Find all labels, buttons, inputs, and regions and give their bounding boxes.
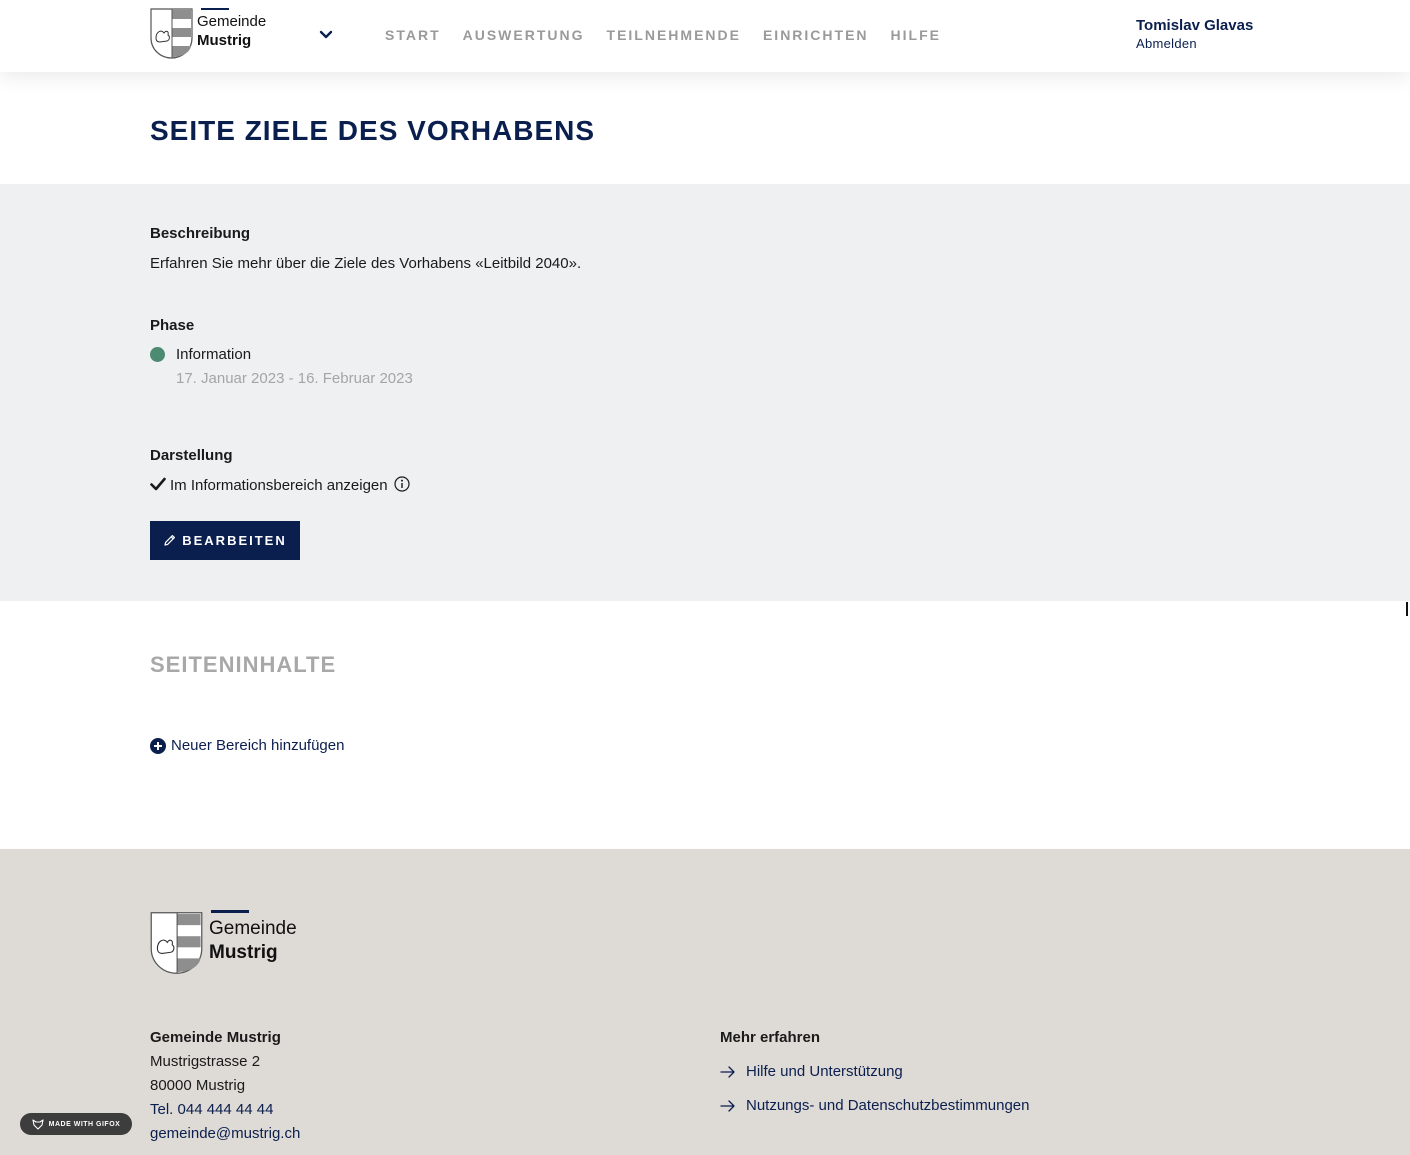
logo-line-1: Gemeinde: [197, 13, 267, 30]
edit-button[interactable]: [150, 521, 300, 560]
nav-auswertung[interactable]: AUSWERTUNG: [462, 27, 585, 43]
logo-line-2: Mustrig: [197, 32, 252, 49]
nav-teilnehmende[interactable]: TEILNEHMENDE: [606, 27, 741, 43]
logo-accent-bar: [201, 8, 229, 10]
checkmark-icon: [150, 477, 166, 491]
gifox-label: MADE WITH GIFOX: [48, 1120, 121, 1128]
user-menu: [1136, 17, 1253, 53]
plus-circle-icon: [150, 738, 166, 754]
municipality-logo[interactable]: [150, 8, 266, 59]
chevron-down-icon[interactable]: [318, 28, 334, 42]
section-title-page-contents: SEITENINHALTE: [150, 652, 337, 677]
add-area-label: Neuer Bereich hinzufügen: [171, 737, 345, 754]
fox-icon: [32, 1118, 44, 1130]
phase-status-dot: [150, 347, 165, 362]
page-details-panel: [0, 184, 1410, 601]
logo-accent-bar: [211, 910, 249, 913]
page-title: SEITE ZIELE DES VORHABENS: [150, 115, 596, 146]
footer-link-help-label: Hilfe und Unterstützung: [746, 1063, 903, 1080]
nav-einrichten[interactable]: EINRICHTEN: [762, 27, 869, 43]
footer-logo-line-2: Mustrig: [209, 942, 278, 963]
footer-more-title: Mehr erfahren: [720, 1029, 821, 1046]
footer-city: 80000 Mustrig: [150, 1077, 246, 1094]
footer-logo-line-1: Gemeinde: [209, 918, 297, 939]
main-nav: [385, 27, 941, 43]
display-option: [170, 476, 410, 495]
footer-logo[interactable]: [150, 911, 297, 975]
user-name: Tomislav Glavas: [1136, 17, 1254, 34]
nav-start[interactable]: START: [385, 27, 441, 43]
description-label: Beschreibung: [150, 225, 251, 242]
logout-link[interactable]: Abmelden: [1136, 36, 1197, 51]
footer-phone-link[interactable]: Tel. 044 444 44 44: [150, 1101, 274, 1118]
made-with-gifox-badge: [20, 1113, 132, 1135]
add-area-button[interactable]: [150, 737, 344, 755]
footer-link-help[interactable]: [720, 1063, 903, 1081]
arrow-right-icon: [720, 1099, 736, 1113]
nav-hilfe[interactable]: HILFE: [890, 27, 941, 43]
crest-icon: [150, 911, 203, 975]
footer-link-terms[interactable]: [720, 1097, 1030, 1115]
phase-label: Phase: [150, 317, 195, 334]
info-icon[interactable]: [394, 476, 410, 492]
crest-icon: [150, 8, 193, 59]
edit-button-label: BEARBEITEN: [182, 533, 287, 548]
phase-dates: 17. Januar 2023 - 16. Februar 2023: [176, 370, 413, 387]
footer-link-terms-label: Nutzungs- und Datenschutzbestimmungen: [746, 1097, 1030, 1114]
display-label: Darstellung: [150, 447, 233, 464]
top-header: [0, 0, 1410, 72]
display-option-text: Im Informationsbereich anzeigen: [170, 477, 388, 494]
phase-name: Information: [176, 346, 252, 363]
pencil-icon: [163, 534, 176, 547]
description-text: Erfahren Sie mehr über die Ziele des Vorhabens «Leitbild 2040».: [150, 255, 582, 272]
footer-street: Mustrigstrasse 2: [150, 1053, 261, 1070]
scrollbar-marker[interactable]: [1406, 602, 1409, 616]
footer-email-link[interactable]: gemeinde@mustrig.ch: [150, 1125, 301, 1142]
arrow-right-icon: [720, 1065, 736, 1079]
site-footer: [0, 849, 1410, 1155]
footer-org-name: Gemeinde Mustrig: [150, 1029, 281, 1046]
